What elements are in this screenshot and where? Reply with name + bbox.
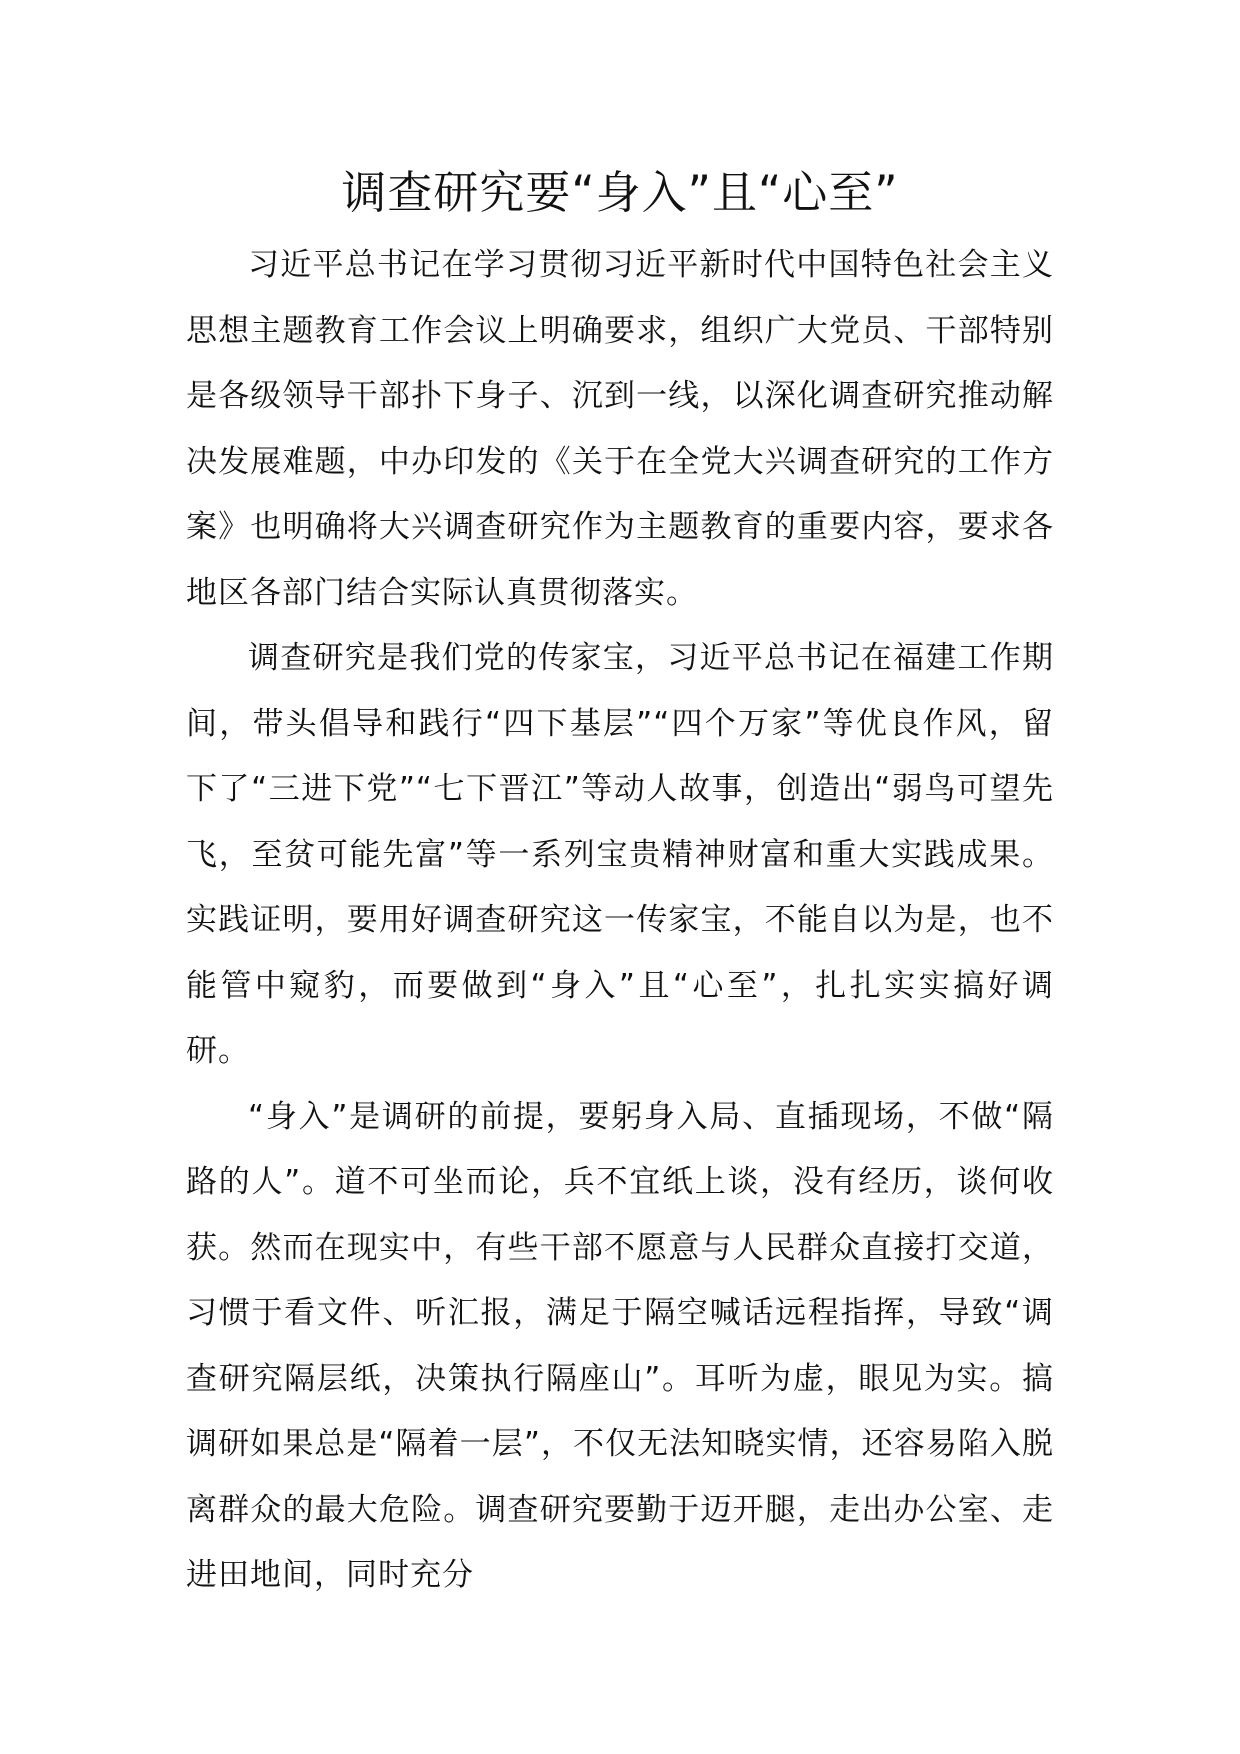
document-title: 调查研究要“身入”且“心至” [341, 166, 899, 219]
paragraph-1: 习近平总书记在学习贯彻习近平新时代中国特色社会主义思想主题教育工作会议上明确要求，组织广大党员、干部特别是各级领导干部扑下身子、沉到一线，以深化调查研究推动解决发展难题，中办印发的《关于在全党大兴调查研究的工作方案》也明确将大兴调查研究作为主题教育的重要内容，要求各地区各部门结合实际认真贯彻落实。 [186, 247, 1054, 611]
document-body [186, 233, 1054, 1609]
paragraph-3: “身入”是调研的前提，要躬身入局、直插现场，不做“隔路的人”。道不可坐而论，兵不宜纸上谈，没有经历，谈何收获。然而在现实中，有些干部不愿意与人民群众直接打交道，习惯于看文件、听汇报，满足于隔空喊话远程指挥，导致“调查研究隔层纸，决策执行隔座山”。耳听为虚，眼见为实。搞调研如果总是“隔着一层”，不仅无法知晓实情，还容易陷入脱离群众的最大危险。调查研究要勤于迈开腿，走出办公室、走进田地间，同时充分 [186, 1098, 1054, 1593]
paragraph-2: 调查研究是我们党的传家宝，习近平总书记在福建工作期间，带头倡导和践行“四下基层”“四个万家”等优良作风，留下了“三进下党”“七下晋江”等动人故事，创造出“弱鸟可望先飞，至贫可能先富”等一系列宝贵精神财富和重大实践成果。实践证明，要用好调查研究这一传家宝，不能自以为是，也不能管中窥豹，而要做到“身入”且“心至”，扎扎实实搞好调研。 [186, 640, 1054, 1069]
